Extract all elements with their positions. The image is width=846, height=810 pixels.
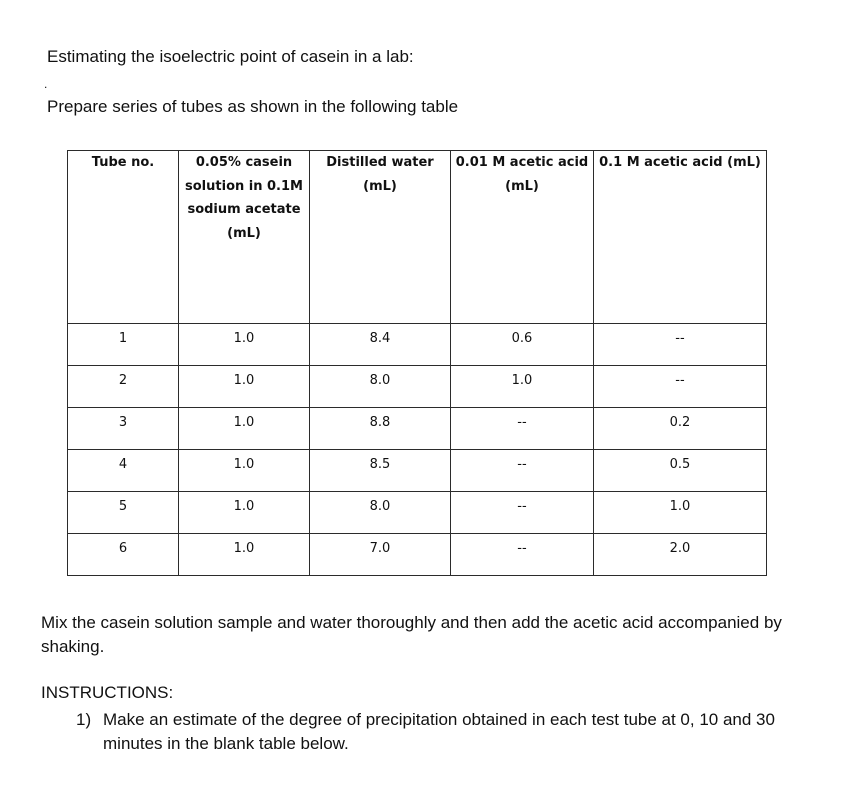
header-line: (mL) <box>505 178 539 194</box>
cell-casein: 1.0 <box>179 408 310 450</box>
header-line: (mL) <box>363 178 397 194</box>
header-line: sodium acetate <box>187 202 301 217</box>
header-line: solution in 0.1M <box>185 178 303 194</box>
instructions-heading: INSTRUCTIONS: <box>41 683 174 702</box>
cell-acetic-01: 0.5 <box>594 450 767 492</box>
tubes-table <box>67 150 767 576</box>
cell-acetic-001: -- <box>451 408 594 450</box>
header-line: 0.1 M acetic acid (mL) <box>599 155 761 170</box>
cell-casein: 1.0 <box>179 492 310 534</box>
cell-distilled-water: 8.5 <box>310 450 451 492</box>
cell-acetic-001: 0.6 <box>451 324 594 366</box>
cell-casein: 1.0 <box>179 534 310 576</box>
cell-casein: 1.0 <box>179 324 310 366</box>
mix-instruction-text: Mix the casein solution sample and water thoroughly and then add the acetic acid accompanied by shaking. <box>41 613 782 656</box>
cell-acetic-001: -- <box>451 450 594 492</box>
cell-casein: 1.0 <box>179 450 310 492</box>
cell-distilled-water: 8.8 <box>310 408 451 450</box>
header-line: (mL) <box>227 225 261 241</box>
cell-tube-no: 2 <box>68 366 179 408</box>
header-line: Tube no. <box>91 155 155 170</box>
table-row <box>68 534 767 576</box>
cell-acetic-01: 2.0 <box>594 534 767 576</box>
table-row <box>68 324 767 366</box>
cell-acetic-01: -- <box>594 324 767 366</box>
table-row <box>68 408 767 450</box>
header-line: Distilled water <box>326 155 434 170</box>
page-title: Estimating the isoelectric point of casein in a lab: <box>47 47 414 66</box>
cell-acetic-001: -- <box>451 534 594 576</box>
header-casein <box>179 151 310 324</box>
instruction-number: 1) <box>76 710 92 729</box>
cell-tube-no: 4 <box>68 450 179 492</box>
table-header-row <box>68 151 767 324</box>
cell-acetic-01: 1.0 <box>594 492 767 534</box>
table-row <box>68 450 767 492</box>
cell-acetic-01: -- <box>594 366 767 408</box>
cell-distilled-water: 8.0 <box>310 492 451 534</box>
cell-casein: 1.0 <box>179 366 310 408</box>
header-line: 0.05% casein <box>195 155 293 170</box>
header-acetic-01 <box>594 151 767 324</box>
cell-tube-no: 6 <box>68 534 179 576</box>
table-row <box>68 492 767 534</box>
bullet-dot: . <box>44 77 48 91</box>
cell-acetic-01: 0.2 <box>594 408 767 450</box>
header-acetic-001 <box>451 151 594 324</box>
header-tube-no <box>68 151 179 324</box>
cell-distilled-water: 7.0 <box>310 534 451 576</box>
cell-tube-no: 3 <box>68 408 179 450</box>
intro-text: Prepare series of tubes as shown in the following table <box>47 97 459 116</box>
cell-acetic-001: 1.0 <box>451 366 594 408</box>
cell-tube-no: 1 <box>68 324 179 366</box>
cell-distilled-water: 8.0 <box>310 366 451 408</box>
header-line: 0.01 M acetic acid <box>455 155 589 170</box>
instruction-text: Make an estimate of the degree of precipitation obtained in each test tube at 0, 10 and 30 minutes in the blank table below. <box>103 710 775 753</box>
table-row <box>68 366 767 408</box>
cell-tube-no: 5 <box>68 492 179 534</box>
header-distilled-water <box>310 151 451 324</box>
cell-distilled-water: 8.4 <box>310 324 451 366</box>
cell-acetic-001: -- <box>451 492 594 534</box>
